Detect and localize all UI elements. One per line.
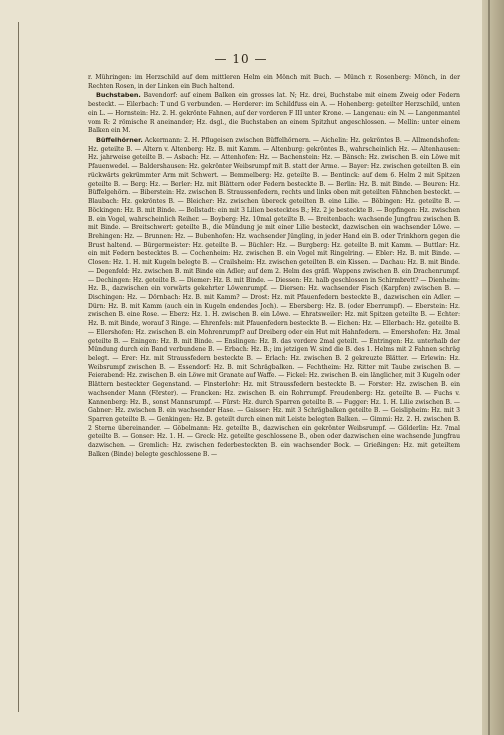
paragraph-text: Ackermann: 2. H. Pflugeisen zwischen Büffelhörnern. — Aichelin: Hz. gekröntes B. — Allmendshofen: Hz. geteilte B. — Altern v. Altenberg: Hz. B. mit Kamm. — Altenburg: gekröntes B., wahrscheinlich Hz. — Altenhausen: Hz. jahrweise geteilte B. — Asbach: Hz. — Attenhofen: Hz. — Bachenstein: Hz. — Bänsch: Hz. zwischen B. ein Löwe mit Pfauenwedel. — Baldershausen: Hz. gekrönter Weibsrumpf mit B. statt der Arme. — Bayer: Hz. zwischen geteilten B. ein rückwärts gekrümmter Arm mit Schwert. — Bemmelberg: Hz. geteilte B. — Bentinck: auf dem 6. Helm 2 mit Spitzen geteilte B. — Berg: Hz. — Berler: Hz. mit Blättern oder Federn besteckte B. — Berlin: Hz. B. mit Binde. — Beuren: Hz. Büffelgehörn. — Biberstein: Hz. zwischen B. Straussenfedern, rechts und links oben mit geteilten Fähnchen besteckt. — Blaubach: Hz. gekröntes B. — Bleicher: Hz. zwischen übereck geteilten B. eine Lilie. — Böbingen: Hz. geteilte B. — Böckingen: Hz. B. mit Binde. — Bollstadt: ein mit 3 Lilien bestecktes B.; Hz. 2 je besteckte B. — Bopfingen: Hz. zwischen B. ein Vogel, wahrscheinlich Reiher. — Boyberg: Hz. 10mal geteilte B. — Breitenbach: wachsende Jungfrau zwischen B. mit Binde. — Breitschwert: geteilte B., die Mündung je mit einer Lilie besteckt, dazwischen ein wachsender Löwe. — Brehingen: Hz. — Brunnen: Hz. — Bubenhofen: Hz. wachsender Jüngling, in jeder Hand ein B. oder Trinkhorn gegen die Brust haltend. — Bürgermeister: Hz. geteilte B. — Büchler: Hz. — Burgberg: Hz. geteilte B. mit Kamm. — Buttlar: Hz. ein mit Federn bestecktes B. — Cochenheim: Hz. zwischen B. ein Vogel mit Ringelring. — Ebler: Hz. B. mit Binde. — Closen: Hz. 1. H. mit Kugeln belegte B. — Crailsheim: Hz. zwischen geteilten B. ein Kissen. — Dachau: Hz. B. mit Binde. — Degenfeld: Hz. zwischen B. mit Binde ein Adler; auf dem 2. Helm des gräfl. Wappens zwischen B. ein Drachenrumpf. — Dechingen: Hz. geteilte B. — Diemer: Hz. B. mit Binde. — Diessen: Hz. halb geschlossen in Schirmbrett? — Dienheim: Hz. B., dazwischen ein vorwärts gekehrter Löwenrumpf. — Diersen: Hz. wachsender Fisch (Karpfen) zwischen B. — Dischingen: Hz. — Dörnbach: Hz. B. mit Kamm? — Drost: Hz. mit Pfauenfedern besteckte B., dazwischen ein Adler. — Dürn: Hz. B. mit Kamm (auch ein in Kugeln endendes Joch). — Ebersberg: Hz. B. (oder Eberrumpf). — Eberstein: Hz. zwischen B. eine Rose. — Eberz: Hz. 1. H. zwischen B. ein Löwe. — Ehratsweiler: Hz. mit Spitzen geteilte B. — Echter: Hz. B. mit Binde, worauf 3 Ringe. — Ehrenfels: mit Pfauenfedern besteckte B. — Eichen: Hz. — Ellerbach: Hz. geteilte B. — Ellershofen: Hz. zwischen B. ein Mohrenrumpf? auf Dreiberg oder ein Hut mit Hahnfedern. — Emershofen: Hz. 3mal geteilte B. — Eningen: Hz. B. mit Binde. — Enslingen: Hz. B. das vordere 2mal geteilt. — Entringen: Hz. unterhalb der Mündung durch ein Band verbundene B. — Erbach: Hz. B.; im jetzigen W. sind die B. des 1. Helms mit 2 Fahnen schräg belegt. — Erer: Hz. mit Straussfedern besteckte B. — Erlach: Hz. zwischen B. 2 gekreuzte Blätter. — Erlewin: Hz. Weibsrumpf zwischen B. — Essendorf: Hz. B. mit Schrägbalken. — Fechtheim: Hz. Ritter mit Taube zwischen B. — Feierabend: Hz. zwischen B. ein Löwe mit Granate auf Waffe. — Fickel: Hz. zwischen B. ein länglicher, mit 3 Kugeln oder Blättern besteckter Gegenstand. — Finsterlohr: Hz. mit Straussfedern besteckte B. — Forster: Hz. zwischen B. ein wachsender Mann (Förster). — Francken: Hz. zwischen B. ein Rohrrumpf. Freudenberg: Hz. geteilte B. — Fuchs v. Kannenberg: Hz. B., sonst Mannsrumpf. — Fürst: Hz. durch Sparren geteilte B. — Fugger: Hz. 1. H. Lilie zwischen B. — Gabner: Hz. zwischen B. ein wachsender Hase. — Gaisser: Hz. mit 3 Schrägbalken geteilte B. — Geislipheim: Hz. mit 3 Sparren geteilte B. — Genkingen: Hz. B. geteilt durch einen mit Leiste belegten Balken. — Gimmi: Hz. 2. H. zwischen B. 2 Sterne übereinander. — Göbelmann: Hz. geteilte B., dazwischen ein gekrönter Weibsrumpf. — Gölderlin: Hz. 7mal geteilte B. — Gonser: Hz. 1. H. — Greck: Hz. geteilte geschlossene B., oben oder dazwischen eine wachsende Jungfrau dazwischen. — Gremlich: Hz. zwischen federbesteckten B. ein wachsender Bock. — Grießingen: Hz. mit geteiltem Balken (Binde) belegte geschlossene B. — xyxy=(88,137,460,458)
paragraph-buchstaben xyxy=(88,91,460,136)
paragraph-text: Bavendorf: auf einem Balken ein grosses lat. N; Hz. drei, Buchstabe mit einem Zweig oder Federn besteckt. — Eilerbach: T und G verbunden. — Herderer: im Schildfuss ein A. — Hohenberg: geteilter Herzschild, unten ein L. — Hornstein: Hz. 2. H. gekrönte Fahnen, auf der vorderen F III unter Krone. — Langenau: ein N. — Langenmantel vom R: 2 römische R aneinander; Hz. dsgl., die Buchstaben an einem Spitzhut angeschlossen. — Mellin: unter einem Balken ein M. xyxy=(88,92,460,135)
page-edge-rule xyxy=(18,22,19,712)
text-block xyxy=(88,74,460,460)
headword-buchstaben: Buchstaben. xyxy=(96,91,141,100)
paragraph-text: r. Mühringen: im Herzschild auf dem mittleren Helm ein Mönch mit Buch. — Münch r. Rosenberg: Mönch, in der Rechten Rosen, in der Linken ein Buch haltend. xyxy=(88,74,460,90)
headword-bueffelhoerner: Büffelhörner. xyxy=(96,136,143,145)
scan-binding-line xyxy=(488,0,490,735)
paragraph-bueffelhoerner xyxy=(88,136,460,460)
page-number: — 10 — xyxy=(214,52,268,66)
scan-binding-edge xyxy=(482,0,504,735)
paragraph-continuation xyxy=(88,74,460,91)
